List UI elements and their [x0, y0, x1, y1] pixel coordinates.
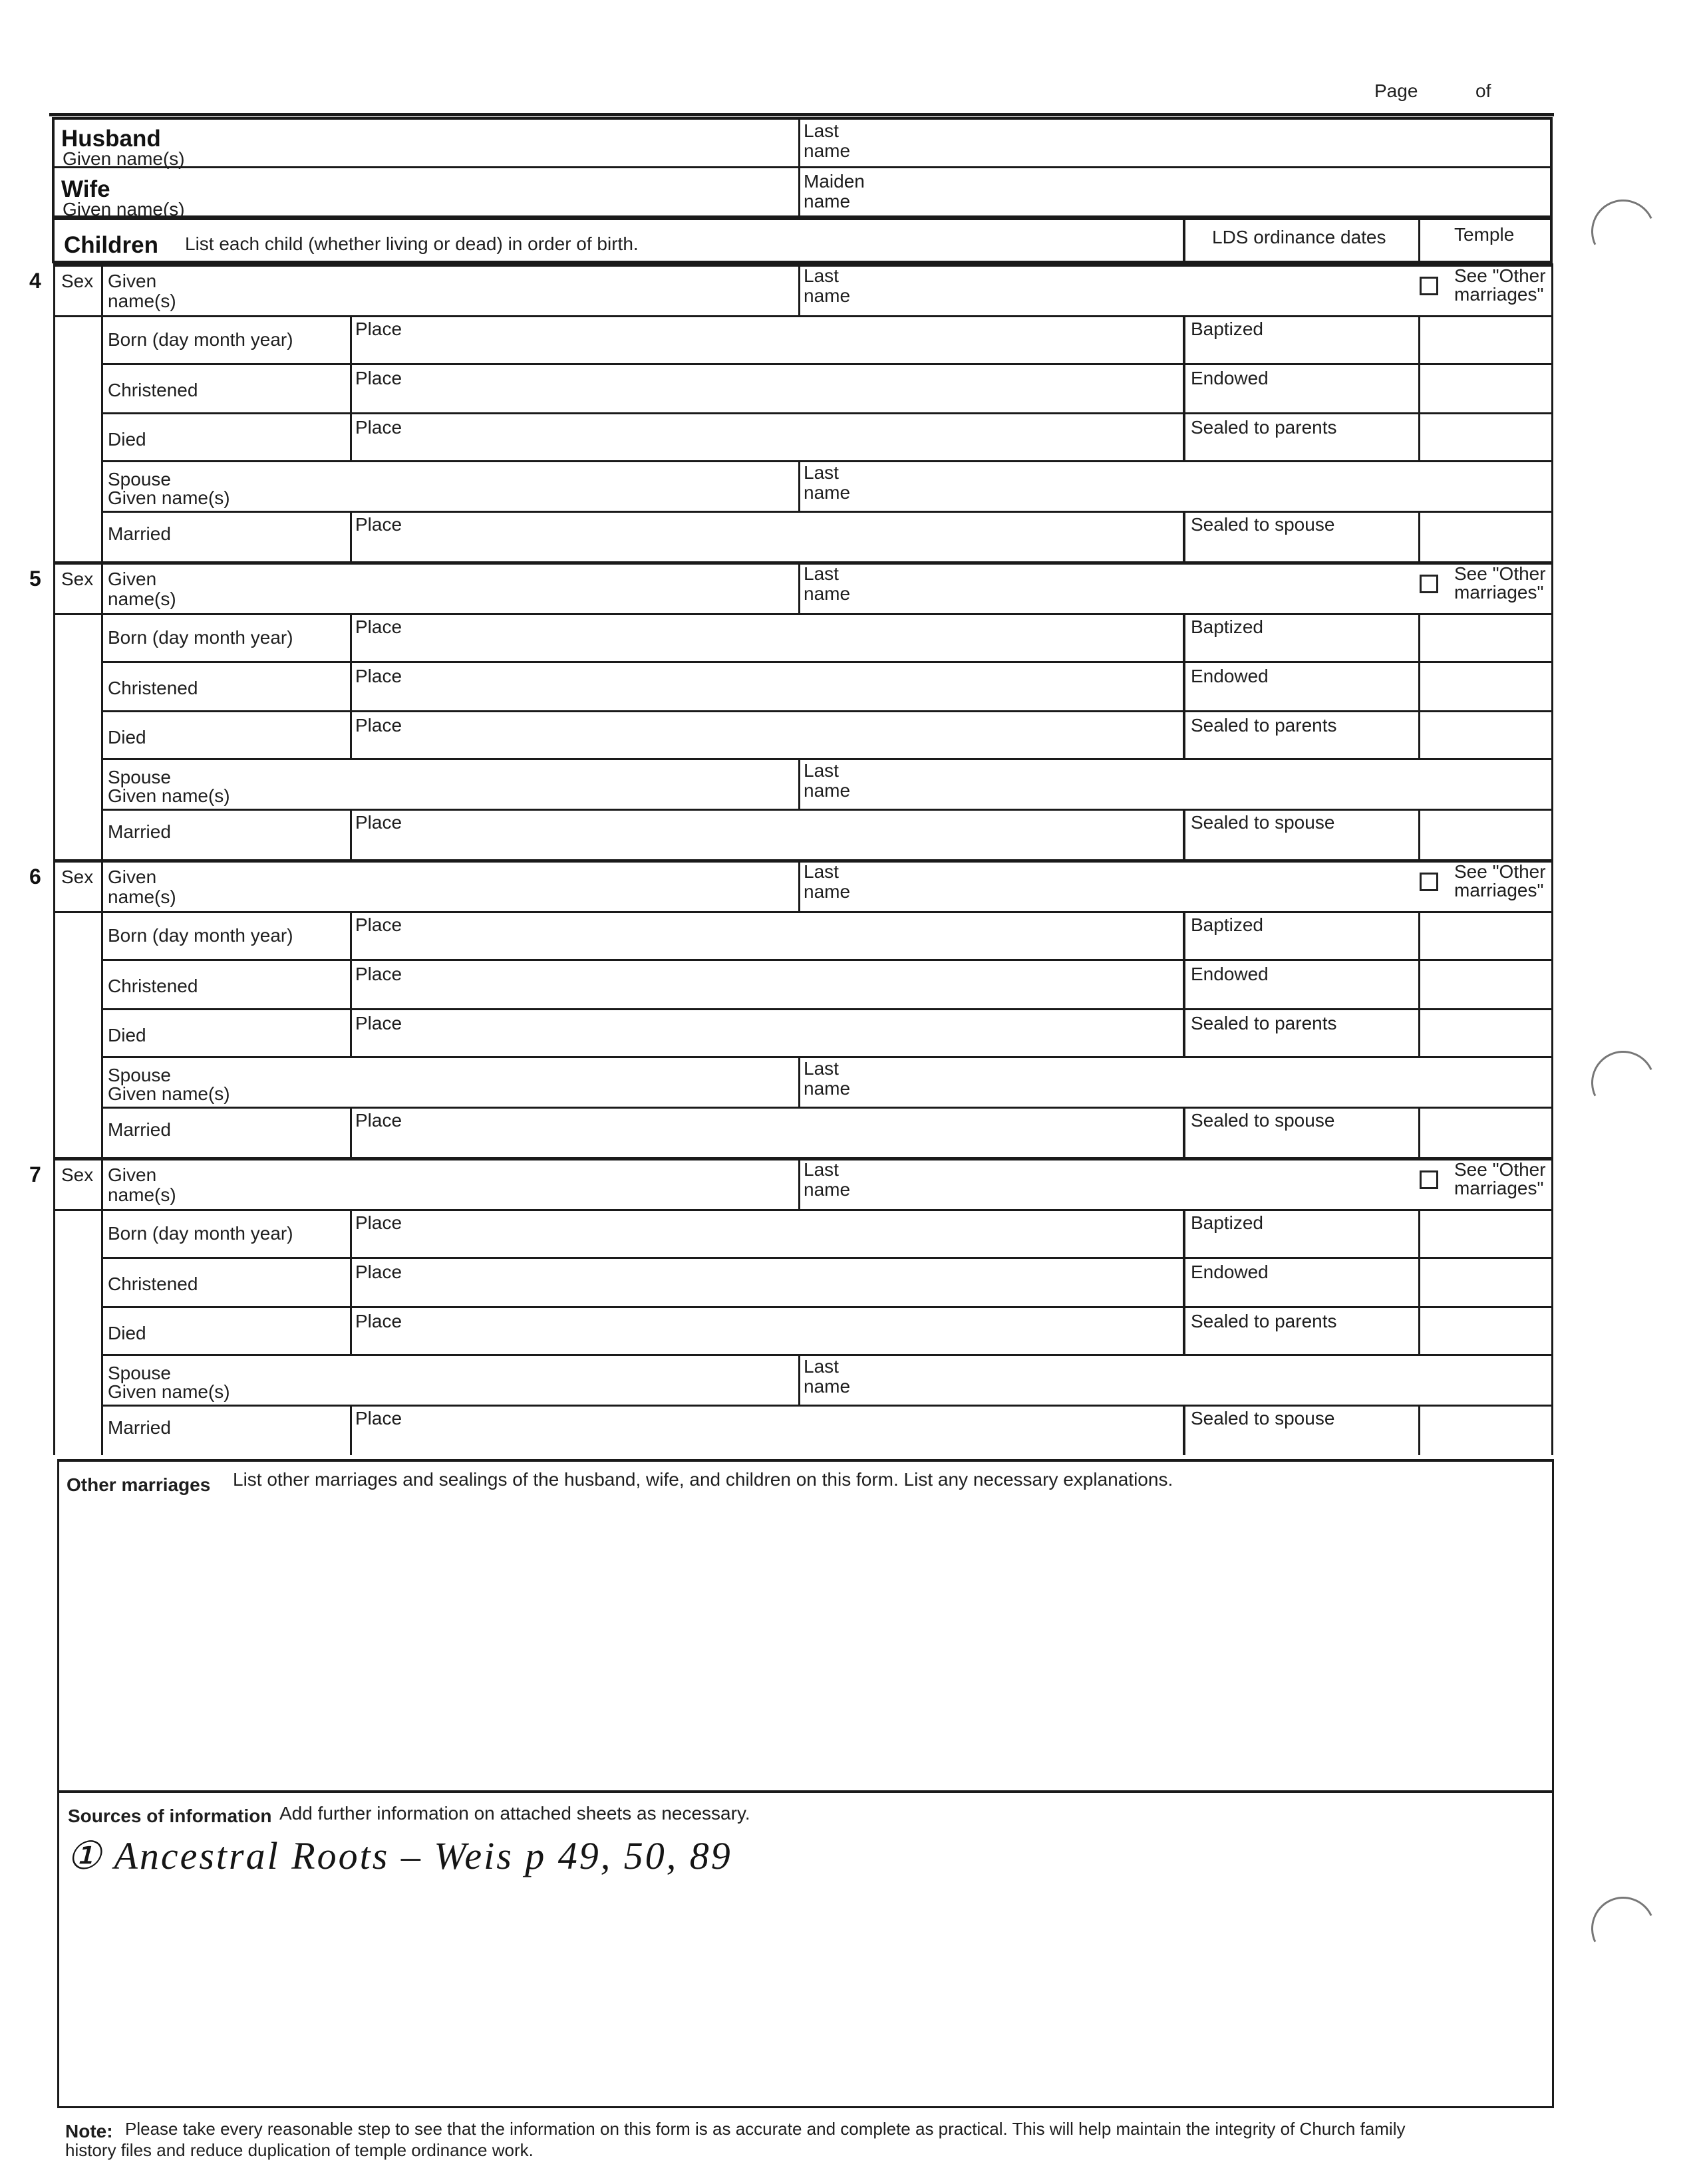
sealed-spouse-temple-field[interactable] [1422, 813, 1549, 857]
child-temple-div-2 [1418, 1406, 1420, 1455]
married-label: Married [108, 821, 171, 842]
wife-maiden-label-1: Maiden [804, 171, 865, 192]
endowed-label: Endowed [1191, 1262, 1269, 1282]
spouse-label-2: Given name(s) [108, 487, 230, 508]
spouse-given-field[interactable] [105, 762, 797, 807]
given-label-2: name(s) [108, 1184, 176, 1205]
died-date-field[interactable] [105, 416, 347, 459]
child-event-place-div [350, 1210, 352, 1355]
spouse-given-field[interactable] [105, 464, 797, 509]
child-temple-div-2 [1418, 512, 1420, 561]
child-given-last-div [798, 859, 800, 911]
child-block-7 [0, 1157, 1693, 1455]
sealed-to-spouse-label: Sealed to spouse [1191, 812, 1335, 833]
died-place-field[interactable] [354, 416, 1180, 459]
last-label-1: Last [804, 1159, 839, 1180]
sealed-spouse-temple-field[interactable] [1422, 1111, 1549, 1155]
baptized-field[interactable] [1188, 915, 1416, 958]
baptized-label: Baptized [1191, 616, 1263, 637]
born-label: Born (day month year) [108, 329, 293, 350]
born-place-label: Place [355, 319, 402, 339]
child-born-rule [102, 661, 1553, 663]
married-label: Married [108, 1119, 171, 1140]
born-label: Born (day month year) [108, 1223, 293, 1244]
spouse-last-field[interactable] [802, 1358, 1550, 1403]
endowed-label: Endowed [1191, 666, 1269, 686]
died-place-label: Place [355, 715, 402, 736]
last-label-1: Last [804, 265, 839, 286]
baptized-field[interactable] [1188, 1213, 1416, 1256]
child-spouse-div [798, 759, 800, 810]
child-spouse-div [798, 462, 800, 512]
see-other-label-1: See "Other [1454, 563, 1546, 584]
sealed-to-parents-field[interactable] [1188, 714, 1416, 757]
sealed-to-parents-label: Sealed to parents [1191, 1311, 1337, 1331]
child-sex-col-edge [101, 263, 103, 561]
other-marriages-title: Other marriages [67, 1474, 211, 1495]
child-right-edge [1551, 263, 1553, 561]
of-label: of [1475, 80, 1491, 101]
given-label-2: name(s) [108, 291, 176, 311]
born-place-field[interactable] [354, 915, 1180, 958]
child-spouse-rule [102, 1405, 1553, 1407]
child-temple-div-2 [1418, 1108, 1420, 1157]
sources-handwritten-entry: ① Ancestral Roots – Weis p 49, 50, 89 [67, 1834, 732, 1877]
wife-given-label: Given name(s) [63, 199, 185, 219]
child-top-rule [53, 561, 1553, 565]
child-spouse-div [798, 1057, 800, 1108]
married-place-label: Place [355, 514, 402, 535]
spouse-label-2: Given name(s) [108, 1381, 230, 1402]
endowed-field[interactable] [1188, 367, 1416, 411]
married-place-field[interactable] [354, 1111, 1180, 1155]
child-block-4 [0, 263, 1693, 561]
children-title: Children [64, 232, 158, 258]
christened-label: Christened [108, 976, 198, 996]
married-date-field[interactable] [105, 1111, 347, 1155]
born-date-field[interactable] [105, 319, 347, 362]
given-label-1: Given [108, 1164, 157, 1185]
christened-place-label: Place [355, 666, 402, 686]
baptized-label: Baptized [1191, 914, 1263, 935]
see-other-label-2: marriages" [1454, 284, 1544, 305]
child-sex-field[interactable] [56, 591, 100, 612]
married-place-label: Place [355, 812, 402, 833]
died-date-field[interactable] [105, 714, 347, 757]
sealed-to-parents-field[interactable] [1188, 1310, 1416, 1353]
child-christened-rule [102, 710, 1553, 712]
spouse-last-label-1: Last [804, 1356, 839, 1377]
christened-place-label: Place [355, 964, 402, 984]
given-label-2: name(s) [108, 589, 176, 609]
christened-place-label: Place [355, 1262, 402, 1282]
sex-label: Sex [61, 271, 94, 291]
child-born-rule [102, 363, 1553, 365]
husband-last-label-2: name [804, 140, 851, 161]
born-label: Born (day month year) [108, 627, 293, 648]
baptized-label: Baptized [1191, 319, 1263, 339]
married-place-label: Place [355, 1110, 402, 1131]
married-date-field[interactable] [105, 1409, 347, 1452]
born-place-label: Place [355, 616, 402, 637]
child-lds-div [1183, 1210, 1185, 1355]
child-married-place-div [350, 1108, 352, 1157]
see-other-marriages-checkbox[interactable] [1420, 1170, 1438, 1189]
born-place-label: Place [355, 914, 402, 935]
last-label-1: Last [804, 861, 839, 882]
endowed-field[interactable] [1188, 665, 1416, 709]
child-christened-rule [102, 1306, 1553, 1308]
born-label: Born (day month year) [108, 925, 293, 946]
temple-label: Temple [1454, 224, 1515, 245]
note-line-1: Please take every reasonable step to see that the information on this form is as accurate and complete as practical. This will help maintain the integrity of Church family [125, 2119, 1406, 2139]
child-born-rule [102, 959, 1553, 961]
born-date-field[interactable] [105, 617, 347, 660]
note-title: Note: [65, 2121, 113, 2141]
born-place-field[interactable] [354, 1213, 1180, 1256]
child-top-rule [53, 859, 1553, 863]
child-last-field[interactable] [802, 565, 1401, 612]
husband-given-label: Given name(s) [63, 148, 185, 169]
child-spouse-rule [102, 1107, 1553, 1109]
child-event-place-div [350, 317, 352, 462]
child-temple-div [1418, 614, 1420, 759]
child-left-edge [53, 263, 55, 561]
sealed-spouse-temple-field[interactable] [1422, 1409, 1549, 1452]
see-other-marriages-checkbox[interactable] [1420, 873, 1438, 891]
last-label-2: name [804, 881, 851, 902]
child-right-edge [1551, 561, 1553, 859]
child-last-field[interactable] [802, 863, 1401, 910]
married-place-field[interactable] [354, 515, 1180, 559]
spouse-label-1: Spouse [108, 1363, 171, 1383]
child-spouse-rule [102, 809, 1553, 811]
child-last-field[interactable] [802, 267, 1401, 314]
children-instruction: List each child (whether living or dead) in order of birth. [185, 233, 639, 254]
see-other-label-1: See "Other [1454, 265, 1546, 286]
child-number: 6 [29, 865, 41, 888]
christened-place-label: Place [355, 368, 402, 388]
endowed-field[interactable] [1188, 1261, 1416, 1305]
sealed-to-spouse-field[interactable] [1188, 813, 1416, 857]
child-temple-div [1418, 317, 1420, 462]
spouse-given-field[interactable] [105, 1358, 797, 1403]
sealed-to-parents-label: Sealed to parents [1191, 1013, 1337, 1033]
other-marriages-instruction: List other marriages and sealings of the husband, wife, and children on this form. List any necessary explanations. [233, 1469, 1173, 1490]
child-lds-div [1183, 912, 1185, 1057]
child-lds-div-2 [1183, 810, 1185, 859]
child-spouse-rule [102, 511, 1553, 513]
child-number: 4 [29, 269, 41, 293]
top-rule [49, 113, 1554, 116]
child-christened-rule [102, 412, 1553, 414]
husband-last-field[interactable] [802, 120, 1550, 165]
christened-date-field[interactable] [105, 1261, 347, 1305]
spouse-label-2: Given name(s) [108, 785, 230, 806]
married-place-label: Place [355, 1408, 402, 1429]
christened-label: Christened [108, 380, 198, 400]
christened-place-field[interactable] [354, 963, 1180, 1007]
child-sex-col-edge [101, 561, 103, 859]
sex-label: Sex [61, 569, 94, 589]
given-label-1: Given [108, 271, 157, 291]
endowed-temple-field[interactable] [1422, 367, 1549, 411]
sealed-to-spouse-field[interactable] [1188, 1409, 1416, 1452]
child-name-rule [53, 1209, 1553, 1211]
see-other-label-1: See "Other [1454, 861, 1546, 882]
spouse-last-label-1: Last [804, 760, 839, 781]
spouse-last-field[interactable] [802, 1060, 1550, 1105]
last-label-2: name [804, 583, 851, 604]
christened-label: Christened [108, 678, 198, 698]
child-number: 5 [29, 567, 41, 591]
baptized-temple-field[interactable] [1422, 915, 1549, 958]
sealed-parents-temple-field[interactable] [1422, 1012, 1549, 1055]
spouse-label-1: Spouse [108, 1065, 171, 1085]
died-place-label: Place [355, 1013, 402, 1033]
given-label-2: name(s) [108, 887, 176, 907]
married-date-field[interactable] [105, 515, 347, 559]
died-label: Died [108, 1025, 146, 1045]
child-right-edge [1551, 1157, 1553, 1455]
child-right-edge [1551, 859, 1553, 1157]
see-other-label-2: marriages" [1454, 1178, 1544, 1198]
note-line-2: history files and reduce duplication of temple ordinance work. [65, 2140, 534, 2160]
sealed-spouse-temple-field[interactable] [1422, 515, 1549, 559]
child-married-place-div [350, 1406, 352, 1455]
children-header-div-1 [1183, 217, 1185, 263]
died-date-field[interactable] [105, 1012, 347, 1055]
child-married-place-div [350, 810, 352, 859]
child-temple-div-2 [1418, 810, 1420, 859]
spouse-label-2: Given name(s) [108, 1083, 230, 1104]
died-place-field[interactable] [354, 1012, 1180, 1055]
died-place-field[interactable] [354, 1310, 1180, 1353]
died-place-label: Place [355, 1311, 402, 1331]
sources-instruction: Add further information on attached sheets as necessary. [279, 1803, 750, 1824]
child-given-last-div [798, 263, 800, 315]
see-other-label-2: marriages" [1454, 582, 1544, 603]
baptized-label: Baptized [1191, 1212, 1263, 1233]
sealed-to-spouse-field[interactable] [1188, 1111, 1416, 1155]
child-event-place-div [350, 912, 352, 1057]
husband-last-label-1: Last [804, 120, 839, 141]
last-label-2: name [804, 285, 851, 306]
child-born-rule [102, 1257, 1553, 1259]
child-given-field[interactable] [105, 267, 797, 314]
child-sex-field[interactable] [56, 1186, 100, 1208]
christened-label: Christened [108, 1274, 198, 1294]
sealed-to-spouse-field[interactable] [1188, 515, 1416, 559]
christened-place-field[interactable] [354, 367, 1180, 411]
husband-title: Husband [61, 126, 161, 152]
wife-maiden-label-2: name [804, 191, 851, 211]
sealed-to-spouse-label: Sealed to spouse [1191, 1408, 1335, 1429]
page-label: Page [1374, 80, 1418, 101]
child-top-rule [53, 1157, 1553, 1160]
child-lds-div-2 [1183, 512, 1185, 561]
see-other-label-2: marriages" [1454, 880, 1544, 900]
born-place-field[interactable] [354, 617, 1180, 660]
child-temple-div [1418, 1210, 1420, 1355]
died-label: Died [108, 1323, 146, 1343]
child-given-field[interactable] [105, 863, 797, 910]
given-label-1: Given [108, 867, 157, 887]
punch-hole-mark-top [1582, 190, 1664, 272]
spouse-last-label-2: name [804, 482, 851, 503]
given-label-1: Given [108, 569, 157, 589]
born-place-field[interactable] [354, 319, 1180, 362]
married-label: Married [108, 523, 171, 544]
sealed-parents-temple-field[interactable] [1422, 416, 1549, 459]
born-place-label: Place [355, 1212, 402, 1233]
see-other-label-1: See "Other [1454, 1159, 1546, 1180]
married-place-field[interactable] [354, 813, 1180, 857]
endowed-label: Endowed [1191, 964, 1269, 984]
spouse-last-label-2: name [804, 1376, 851, 1397]
sealed-parents-temple-field[interactable] [1422, 714, 1549, 757]
child-left-edge [53, 561, 55, 859]
born-date-field[interactable] [105, 1213, 347, 1256]
spouse-label-1: Spouse [108, 767, 171, 787]
wife-maiden-field[interactable] [802, 170, 1550, 216]
child-lds-div [1183, 614, 1185, 759]
child-number: 7 [29, 1162, 41, 1186]
child-lds-div [1183, 317, 1185, 462]
spouse-last-label-2: name [804, 780, 851, 801]
married-label: Married [108, 1417, 171, 1438]
sealed-to-parents-field[interactable] [1188, 1012, 1416, 1055]
child-sex-col-edge [101, 859, 103, 1157]
christened-place-field[interactable] [354, 665, 1180, 709]
child-left-edge [53, 1157, 55, 1455]
baptized-temple-field[interactable] [1422, 319, 1549, 362]
baptized-temple-field[interactable] [1422, 1213, 1549, 1256]
spouse-given-field[interactable] [105, 1060, 797, 1105]
endowed-field[interactable] [1188, 963, 1416, 1007]
baptized-field[interactable] [1188, 617, 1416, 660]
child-given-field[interactable] [105, 565, 797, 612]
christened-date-field[interactable] [105, 963, 347, 1007]
child-top-rule [53, 263, 1553, 267]
child-left-edge [53, 859, 55, 1157]
died-date-field[interactable] [105, 1310, 347, 1353]
sealed-to-parents-label: Sealed to parents [1191, 417, 1337, 438]
spouse-last-label-2: name [804, 1078, 851, 1099]
see-other-marriages-checkbox[interactable] [1420, 575, 1438, 593]
child-event-place-div [350, 614, 352, 759]
married-date-field[interactable] [105, 813, 347, 857]
christened-place-field[interactable] [354, 1261, 1180, 1305]
wife-title: Wife [61, 176, 110, 202]
child-temple-div [1418, 912, 1420, 1057]
child-sex-col-edge [101, 1157, 103, 1455]
child-block-5 [0, 561, 1693, 859]
child-last-field[interactable] [802, 1161, 1401, 1208]
child-lds-div-2 [1183, 1108, 1185, 1157]
married-place-field[interactable] [354, 1409, 1180, 1452]
baptized-temple-field[interactable] [1422, 617, 1549, 660]
child-given-field[interactable] [105, 1161, 797, 1208]
spouse-last-field[interactable] [802, 464, 1550, 509]
born-date-field[interactable] [105, 915, 347, 958]
other-marriages-field[interactable] [61, 1500, 1550, 1790]
endowed-temple-field[interactable] [1422, 665, 1549, 709]
lds-ordinance-dates-label: LDS ordinance dates [1212, 227, 1386, 247]
sealed-to-spouse-label: Sealed to spouse [1191, 514, 1335, 535]
sex-label: Sex [61, 867, 94, 887]
died-place-field[interactable] [354, 714, 1180, 757]
child-lds-div-2 [1183, 1406, 1185, 1455]
sealed-to-parents-field[interactable] [1188, 416, 1416, 459]
punch-hole-mark-bottom [1582, 1887, 1664, 1969]
child-sex-field[interactable] [56, 293, 100, 314]
endowed-temple-field[interactable] [1422, 963, 1549, 1007]
child-block-6 [0, 859, 1693, 1157]
child-name-rule [53, 613, 1553, 615]
baptized-field[interactable] [1188, 319, 1416, 362]
child-spouse-div [798, 1355, 800, 1406]
spouse-last-label-1: Last [804, 1058, 839, 1079]
child-name-rule [53, 911, 1553, 913]
child-given-last-div [798, 561, 800, 613]
child-given-last-div [798, 1157, 800, 1209]
spouse-last-label-1: Last [804, 462, 839, 483]
died-label: Died [108, 429, 146, 450]
children-header-div-2 [1418, 217, 1420, 263]
husband-wife-vertical [798, 118, 800, 217]
child-christened-rule [102, 1008, 1553, 1010]
sources-title: Sources of information [68, 1806, 272, 1826]
christened-date-field[interactable] [105, 367, 347, 411]
see-other-marriages-checkbox[interactable] [1420, 277, 1438, 295]
died-place-label: Place [355, 417, 402, 438]
last-label-1: Last [804, 563, 839, 584]
sealed-parents-temple-field[interactable] [1422, 1310, 1549, 1353]
endowed-label: Endowed [1191, 368, 1269, 388]
christened-date-field[interactable] [105, 665, 347, 709]
sex-label: Sex [61, 1164, 94, 1185]
endowed-temple-field[interactable] [1422, 1261, 1549, 1305]
child-married-place-div [350, 512, 352, 561]
sealed-to-parents-label: Sealed to parents [1191, 715, 1337, 736]
spouse-label-1: Spouse [108, 469, 171, 489]
child-name-rule [53, 315, 1553, 317]
died-label: Died [108, 727, 146, 748]
husband-wife-divider [53, 166, 1551, 168]
last-label-2: name [804, 1179, 851, 1200]
sealed-to-spouse-label: Sealed to spouse [1191, 1110, 1335, 1131]
child-sex-field[interactable] [56, 888, 100, 910]
spouse-last-field[interactable] [802, 762, 1550, 807]
